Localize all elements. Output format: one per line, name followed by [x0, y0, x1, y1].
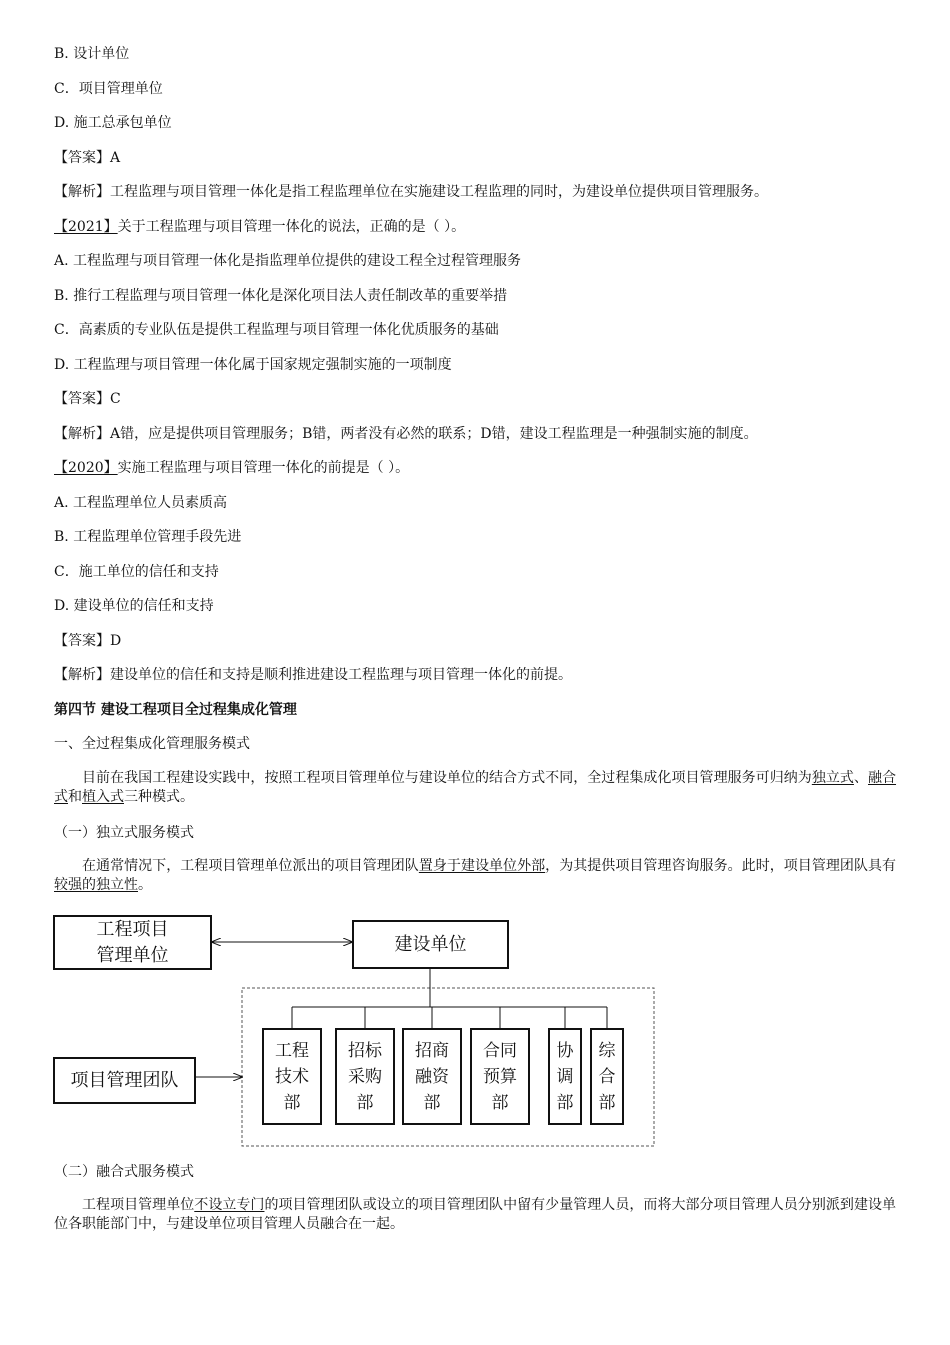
analysis: 【解析】建设单位的信任和支持是顺利推进建设工程监理与项目管理一体化的前提。	[54, 667, 572, 683]
underlined-term: 独立式	[811, 770, 854, 786]
year-tag: 【2020】	[54, 460, 118, 476]
dept-char: 部	[356, 1092, 374, 1113]
option-b: B. 推行工程监理与项目管理一体化是深化项目法人责任制改革的重要举措	[54, 288, 508, 304]
dept-char: 预算	[483, 1066, 517, 1087]
dept-char: 合同	[483, 1040, 517, 1061]
text: 三种模式。	[124, 789, 194, 805]
option-d: D. 施工总承包单位	[54, 115, 172, 131]
answer: 【答案】D	[54, 633, 122, 649]
analysis: 【解析】A错，应是提供项目管理服务；B错，两者没有必然的联系；D错，建设工程监理是一种强制实施的制度。	[54, 426, 758, 442]
year-tag: 【2021】	[54, 219, 118, 235]
analysis: 【解析】工程监理与项目管理一体化是指工程监理单位在实施建设工程监理的同时，为建设单位提供项目管理服务。	[54, 184, 768, 200]
option-a: A. 工程监理与项目管理一体化是指监理单位提供的建设工程全过程管理服务	[54, 253, 522, 269]
dept-coordination	[548, 1028, 582, 1125]
option-b: B. 设计单位	[54, 46, 130, 62]
text: 、	[853, 770, 868, 786]
dept-char: 合	[598, 1066, 616, 1087]
option-d: D. 工程监理与项目管理一体化属于国家规定强制实施的一项制度	[54, 357, 452, 373]
option-c: C．高素质的专业队伍是提供工程监理与项目管理一体化优质服务的基础	[54, 322, 499, 338]
question-stem: 关于工程监理与项目管理一体化的说法，正确的是（ ）。	[117, 219, 466, 235]
underlined-term: 不设立专门	[194, 1197, 265, 1213]
text: 和	[68, 789, 82, 805]
dept-char: 部	[491, 1092, 509, 1113]
dept-char: 调	[556, 1066, 574, 1087]
text: 。	[138, 877, 152, 893]
dept-financing	[402, 1028, 462, 1125]
heading-fused: （二）融合式服务模式	[54, 1164, 194, 1180]
dept-char: 部	[556, 1092, 574, 1113]
dept-char: 部	[283, 1092, 301, 1113]
text: ，为其提供项目管理咨询服务。此时，项目管理团队具有	[545, 858, 897, 874]
text: 的项目管理团队或设立的项目管理团队中留有少量管理人员，而将大部分项目管理人员分别派到建设单位各职能部门中，与建设单位项目管理人员融合在一起。	[54, 1197, 897, 1232]
dept-char: 采购	[348, 1066, 382, 1087]
team-label: 项目管理团队	[70, 1069, 179, 1091]
team-box	[53, 1057, 196, 1104]
pm-unit-line1: 工程项目	[96, 918, 169, 940]
text: 目前在我国工程建设实践中，按照工程项目管理单位与建设单位的结合方式不同，全过程集成化项目管理服务可归纳为	[82, 770, 812, 786]
answer: 【答案】A	[54, 150, 121, 166]
dept-char: 工程	[275, 1040, 309, 1061]
heading-mode: 一、全过程集成化管理服务模式	[54, 736, 250, 752]
text: 工程项目管理单位	[82, 1197, 195, 1213]
dept-char: 部	[423, 1092, 441, 1113]
client-label: 建设单位	[394, 933, 467, 955]
dept-char: 招标	[348, 1040, 382, 1061]
underlined-term: 融合式	[54, 770, 897, 805]
dept-char: 部	[598, 1092, 616, 1113]
option-d: D. 建设单位的信任和支持	[54, 598, 214, 614]
text: 在通常情况下，工程项目管理单位派出的项目管理团队	[82, 858, 419, 874]
option-a: A. 工程监理单位人员素质高	[54, 495, 228, 511]
underlined-term: 较强的独立性	[54, 877, 138, 893]
option-b: B. 工程监理单位管理手段先进	[54, 529, 242, 545]
paragraph-fused	[54, 1196, 896, 1234]
pm-unit-box	[53, 915, 212, 970]
dept-contract	[470, 1028, 530, 1125]
dept-char: 融资	[415, 1066, 449, 1087]
underlined-term: 植入式	[82, 789, 124, 805]
dept-char: 招商	[415, 1040, 449, 1061]
dept-char: 技术	[275, 1066, 309, 1087]
heading-independent: （一）独立式服务模式	[54, 825, 194, 841]
option-c: C．施工单位的信任和支持	[54, 564, 219, 580]
underlined-term: 置身于建设单位外部	[418, 858, 546, 874]
dept-char: 综	[598, 1040, 616, 1061]
dept-procurement	[335, 1028, 395, 1125]
option-c: C．项目管理单位	[54, 81, 163, 97]
question-stem: 实施工程监理与项目管理一体化的前提是（ ）。	[117, 460, 410, 476]
answer: 【答案】C	[54, 391, 121, 407]
dept-char: 协	[556, 1040, 574, 1061]
dept-engineering	[262, 1028, 322, 1125]
dept-general	[590, 1028, 624, 1125]
pm-unit-line2: 管理单位	[96, 944, 169, 966]
client-box	[352, 920, 509, 969]
section-title: 第四节 建设工程项目全过程集成化管理	[54, 702, 297, 718]
